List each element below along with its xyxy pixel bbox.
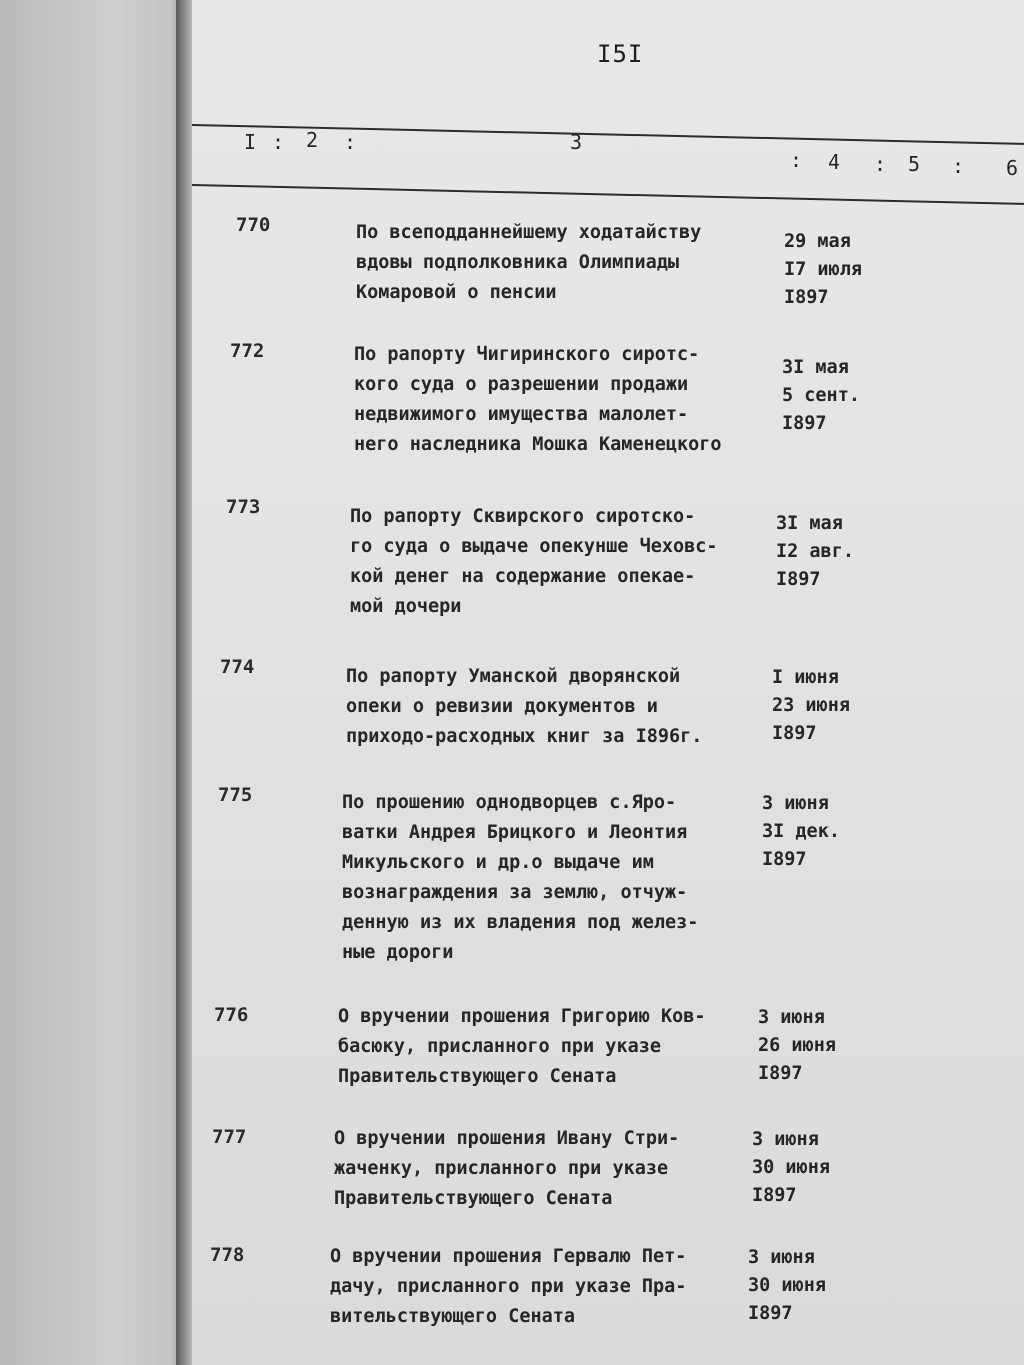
entry-description [330,1242,686,1332]
entry-start-date: 3 июня [752,1129,819,1150]
entry-year: I897 [748,1303,793,1324]
entry-text-line: По прошению однодворцев с.Яро- [342,792,677,813]
entry-text-line: О вручении прошения Гервалю Пет- [330,1246,687,1267]
entry-start-date: 3I мая [776,513,843,534]
entry-dates [782,354,860,438]
entry-description [354,340,722,460]
entry-text-line: Комаровой о пенсии [356,282,557,303]
entry-number: 772 [230,340,265,362]
entry-dates [748,1244,826,1328]
entry-start-date: 29 мая [784,231,851,252]
entry-end-date: 5 сент. [782,385,860,406]
entry-number: 773 [226,496,261,518]
entry-text-line: денную из их владения под желез- [342,912,699,933]
entry-dates [752,1126,830,1210]
col-header-1: I [244,130,257,154]
entry-year: I897 [762,849,807,870]
col-separator: : [272,130,285,154]
col-header-6: 6 [1006,156,1019,180]
entry-number: 778 [210,1244,245,1266]
col-header-2: 2 [306,128,319,152]
entry-start-date: 3I мая [782,357,849,378]
entry-text-line: По рапорту Уманской дворянской [346,666,681,687]
entry-text-line: опеки о ревизии документов и [346,696,658,717]
entry-text-line: О вручении прошения Ивану Стри- [334,1128,680,1149]
entry-description [342,788,698,968]
entry-text-line: него наследника Мошка Каменецкого [354,434,722,455]
right-page [192,0,1024,1365]
page-number: I5I [597,40,644,68]
entry-description [350,502,718,622]
entry-text-line: По всеподданнейшему ходатайству [356,222,702,243]
entry-year: I897 [782,413,827,434]
entry-year: I897 [758,1063,803,1084]
entry-dates [762,790,840,874]
entry-start-date: 3 июня [758,1007,825,1028]
entry-text-line: кой денег на содержание опекае- [350,566,696,587]
entry-text-line: дачу, присланного при указе Пра- [330,1276,687,1297]
entry-text-line: мой дочери [350,596,462,617]
entry-end-date: I7 июля [784,259,862,280]
entry-end-date: 30 июня [752,1157,830,1178]
left-page [0,0,190,1365]
header-bottom-rule [192,184,1024,205]
entry-end-date: 30 июня [748,1275,826,1296]
entry-dates [758,1004,836,1088]
entry-text-line: кого суда о разрешении продажи [354,374,689,395]
entry-number: 770 [236,214,271,236]
entry-text-line: По рапорту Сквирского сиротско- [350,506,696,527]
entry-text-line: жаченку, присланного при указе [334,1158,669,1179]
entry-dates [772,664,850,748]
entry-number: 777 [212,1126,247,1148]
entry-text-line: вительствующего Сената [330,1306,576,1327]
entry-end-date: I2 авг. [776,541,854,562]
entry-start-date: 3 июня [762,793,829,814]
entry-year: I897 [752,1185,797,1206]
entry-start-date: 3 июня [748,1247,815,1268]
entry-year: I897 [776,569,821,590]
entry-text-line: вознаграждения за землю, отчуж- [342,882,688,903]
entry-dates [784,228,862,312]
entry-description [338,1002,706,1092]
entry-description [346,662,702,752]
entry-end-date: 26 июня [758,1035,836,1056]
entry-end-date: 23 июня [772,695,850,716]
entry-number: 774 [220,656,255,678]
entry-text-line: О вручении прошения Григорию Ков- [338,1006,706,1027]
entry-description [356,218,701,308]
entry-end-date: 3I дек. [762,821,840,842]
entry-text-line: Микульского и др.о выдаче им [342,852,654,873]
entry-text-line: По рапорту Чигиринского сиротс- [354,344,700,365]
entry-number: 775 [218,784,253,806]
entry-text-line: ватки Андрея Брицкого и Леонтия [342,822,688,843]
entry-number: 776 [214,1004,249,1026]
entry-text-line: приходо-расходных книг за I896г. [346,726,703,747]
entry-year: I897 [772,723,817,744]
col-header-5: 5 [908,152,921,176]
entry-text-line: Правительствующего Сената [338,1066,617,1087]
col-header-4: 4 [828,150,841,174]
entry-year: I897 [784,287,829,308]
col-separator: : [790,148,803,172]
entry-text-line: басюку, присланного при указе [338,1036,662,1057]
col-header-3: 3 [570,130,583,154]
entry-text-line: го суда о выдаче опекунше Чеховс- [350,536,718,557]
entry-text-line: Правительствующего Сената [334,1188,613,1209]
entry-text-line: недвижимого имущества малолет- [354,404,689,425]
col-separator: : [344,130,357,154]
entry-dates [776,510,854,594]
entry-text-line: вдовы подполковника Олимпиады [356,252,680,273]
entry-text-line: ные дороги [342,942,454,963]
col-separator: : [952,154,965,178]
col-separator: : [874,152,887,176]
entry-start-date: I июня [772,667,839,688]
entry-description [334,1124,679,1214]
